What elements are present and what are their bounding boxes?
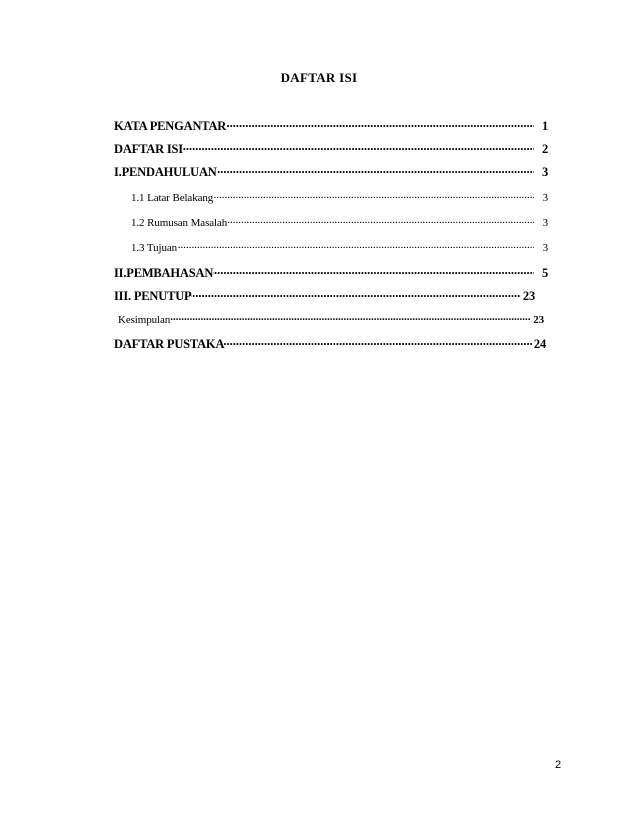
toc-entry-rumusan-masalah[interactable] bbox=[114, 215, 548, 231]
toc-entry-label: 1.1 Latar Belakang bbox=[131, 192, 214, 204]
toc-entry-penutup[interactable] bbox=[114, 288, 535, 304]
toc-entry-latar-belakang[interactable] bbox=[114, 190, 548, 206]
toc-entry-label: KATA PENGANTAR bbox=[114, 119, 227, 133]
toc-entry-pendahuluan[interactable] bbox=[114, 164, 548, 180]
page-number: 2 bbox=[555, 759, 562, 771]
toc-entry-kesimpulan[interactable] bbox=[114, 312, 544, 328]
toc-entry-label: III. PENUTUP bbox=[114, 289, 192, 303]
toc-entry-page: 1 bbox=[541, 119, 548, 133]
toc-entry-daftar-pustaka[interactable] bbox=[114, 336, 546, 352]
toc-entry-page: 3 bbox=[541, 165, 548, 179]
toc-entry-label: II.PEMBAHASAN bbox=[114, 266, 214, 280]
toc-entry-page: 23 bbox=[522, 289, 535, 303]
toc-entry-tujuan[interactable] bbox=[114, 240, 548, 256]
toc-entry-label: 1.2 Rumusan Masalah bbox=[131, 217, 228, 229]
toc-entry-page: 24 bbox=[533, 337, 546, 351]
toc-entry-page: 3 bbox=[542, 192, 548, 204]
toc-entry-label: Kesimpulan bbox=[118, 314, 171, 326]
toc-entry-page: 23 bbox=[533, 314, 544, 326]
dot-leader bbox=[118, 312, 530, 325]
toc-entry-label: I.PENDAHULUAN bbox=[114, 165, 217, 179]
toc-entry-kata-pengantar[interactable] bbox=[114, 118, 548, 134]
toc-entry-label: DAFTAR ISI bbox=[114, 142, 183, 156]
table-of-contents bbox=[114, 118, 548, 352]
toc-entry-label: 1.3 Tujuan bbox=[131, 242, 178, 254]
toc-entry-page: 3 bbox=[542, 217, 548, 229]
toc-entry-pembahasan[interactable] bbox=[114, 265, 548, 281]
toc-entry-page: 2 bbox=[541, 142, 548, 156]
toc-entry-page: 3 bbox=[542, 242, 548, 254]
page-title: DAFTAR ISI bbox=[280, 70, 358, 85]
toc-entry-daftar-isi[interactable] bbox=[114, 141, 548, 157]
dot-leader bbox=[131, 240, 534, 253]
toc-entry-page: 5 bbox=[541, 266, 548, 280]
toc-entry-label: DAFTAR PUSTAKA bbox=[114, 337, 225, 351]
